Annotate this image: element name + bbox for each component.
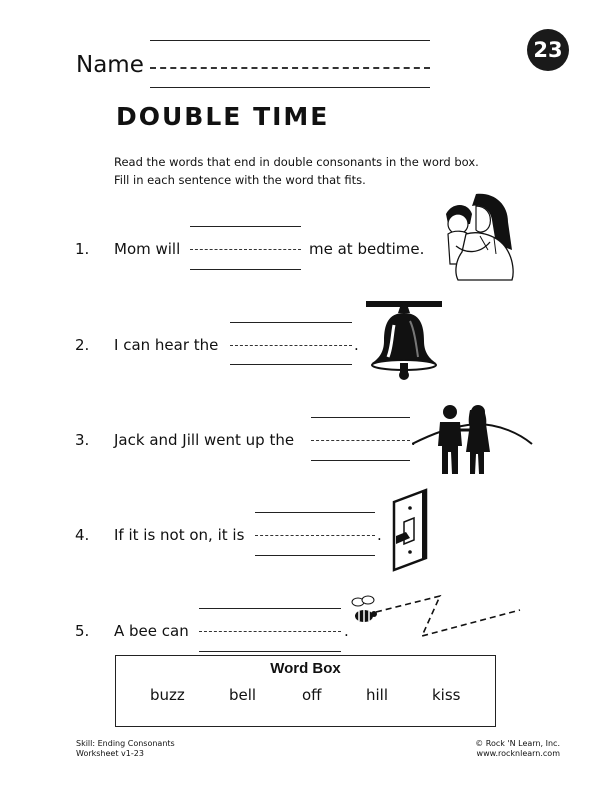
answer-5-bottom-line bbox=[199, 651, 341, 652]
light-switch-image bbox=[386, 488, 430, 572]
sentence-4-number: 4. bbox=[75, 526, 90, 544]
word-box-title: Word Box bbox=[270, 660, 341, 677]
sentence-5-end: . bbox=[344, 622, 349, 640]
sentence-3-number: 3. bbox=[75, 431, 90, 449]
word-off: off bbox=[302, 686, 322, 704]
footer-right bbox=[470, 739, 560, 759]
answer-2-bottom-line bbox=[230, 364, 352, 365]
sentence-4-start: If it is not on, it is bbox=[114, 526, 245, 544]
answer-1-blank[interactable] bbox=[190, 249, 301, 250]
page-number-badge: 23 bbox=[527, 29, 569, 71]
sentence-3-end: . bbox=[411, 431, 416, 449]
answer-1-bottom-line bbox=[190, 269, 301, 270]
answer-2-blank[interactable] bbox=[230, 345, 352, 346]
answer-3-blank[interactable] bbox=[311, 440, 410, 441]
instructions bbox=[114, 153, 534, 189]
word-hill: hill bbox=[366, 686, 389, 704]
sentence-4-end: . bbox=[377, 526, 382, 544]
sentence-3-start: Jack and Jill went up the bbox=[114, 431, 295, 449]
name-label: Name bbox=[76, 52, 144, 78]
instruction-line-2: Fill in each sentence with the word that fits. bbox=[114, 173, 366, 187]
word-buzz: buzz bbox=[150, 686, 185, 704]
word-box bbox=[115, 655, 496, 727]
sentence-2-start: I can hear the bbox=[114, 336, 219, 354]
word-kiss: kiss bbox=[432, 686, 461, 704]
sentence-2-number: 2. bbox=[75, 336, 90, 354]
mother-hugging-child-image bbox=[436, 190, 516, 282]
answer-4-bottom-line bbox=[255, 555, 375, 556]
worksheet-title: DOUBLE TIME bbox=[116, 102, 330, 131]
sentence-5-number: 5. bbox=[75, 622, 90, 640]
footer-worksheet: Worksheet v1-23 bbox=[76, 749, 144, 758]
answer-5-top-line bbox=[199, 608, 341, 609]
footer-skill: Skill: Ending Consonants bbox=[76, 739, 175, 748]
name-dashed-line[interactable] bbox=[150, 67, 430, 69]
answer-5-blank[interactable] bbox=[199, 631, 341, 632]
answer-1-top-line bbox=[190, 226, 301, 227]
name-top-line bbox=[150, 40, 430, 41]
two-children-on-hill-image bbox=[412, 400, 534, 478]
sentence-1-end: me at bedtime. bbox=[309, 240, 425, 258]
answer-3-bottom-line bbox=[311, 460, 410, 461]
instruction-line-1: Read the words that end in double consonants in the word box. bbox=[114, 155, 479, 169]
bell-image bbox=[366, 299, 446, 381]
answer-2-top-line bbox=[230, 322, 352, 323]
footer-website: www.rocknlearn.com bbox=[476, 749, 560, 758]
footer-copyright: © Rock 'N Learn, Inc. bbox=[475, 739, 560, 748]
sentence-1-start: Mom will bbox=[114, 240, 181, 258]
word-bell: bell bbox=[229, 686, 257, 704]
answer-3-top-line bbox=[311, 417, 410, 418]
footer-left bbox=[76, 739, 175, 759]
name-bottom-line bbox=[150, 87, 430, 88]
answer-4-blank[interactable] bbox=[255, 535, 375, 536]
flying-bee-image bbox=[350, 590, 522, 642]
sentence-2-end: . bbox=[354, 336, 359, 354]
sentence-1-number: 1. bbox=[75, 240, 90, 258]
sentence-5-start: A bee can bbox=[114, 622, 189, 640]
answer-4-top-line bbox=[255, 512, 375, 513]
